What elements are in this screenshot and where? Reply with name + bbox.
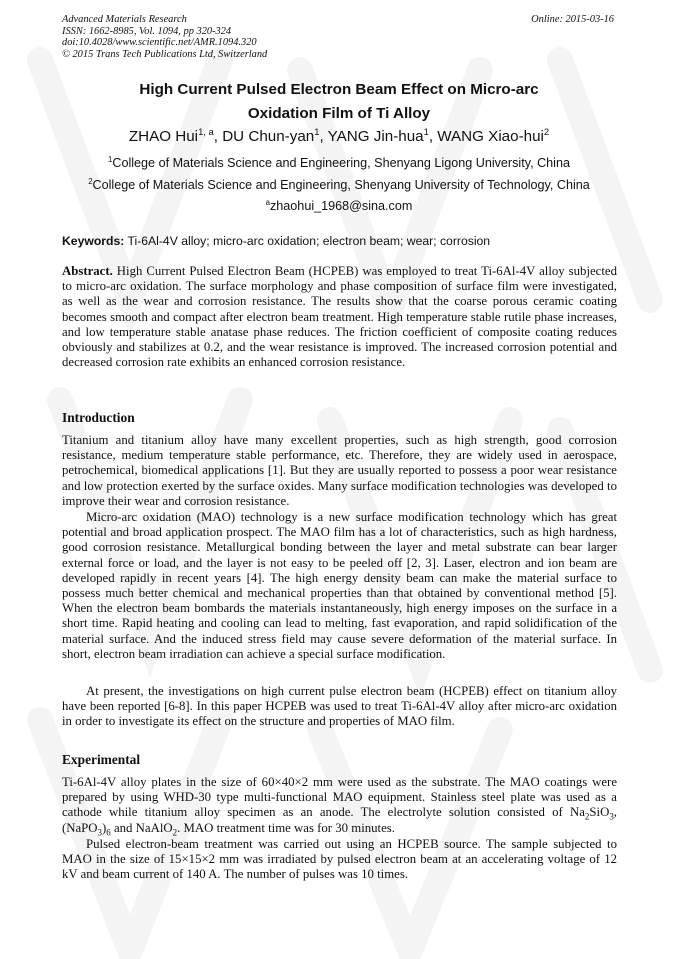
affiliation-1 <box>30 155 648 171</box>
title-line-2: Oxidation Film of Ti Alloy <box>247 105 431 122</box>
journal-name: Advanced Materials Research <box>62 14 187 25</box>
exp-text: SiO <box>589 805 610 820</box>
section-heading-introduction: Introduction <box>62 410 135 425</box>
experimental-paragraph-1 <box>62 775 617 836</box>
journal-doi[interactable]: doi:10.4028/www.scientific.net/AMR.1094.320 <box>62 37 257 49</box>
keywords <box>62 233 622 249</box>
abstract <box>62 264 617 370</box>
author-name: DU Chun-yan <box>222 128 315 145</box>
author-name: YANG Jin-hua <box>327 128 424 145</box>
journal-copyright: © 2015 Trans Tech Publications Ltd, Switzerland <box>62 48 268 60</box>
journal-issn: ISSN: 1662-8985, Vol. 1094, pp 320-324 <box>62 25 232 37</box>
author-email <box>30 198 648 214</box>
journal-header <box>62 14 482 60</box>
author-sep: , <box>213 128 223 145</box>
keywords-label: Keywords: <box>62 234 125 248</box>
author-sup: 1, a <box>198 125 214 137</box>
exp-text: Ti-6Al-4V alloy plates in the size of 60×40×2 mm were used as the substrate. The MAO coatings were prepared by using WHD-30 type multi-functional MAO equipment. Stainless steel plate was used as a cathode while titanium alloy specimen as an anode. The electrolyte solution consisted of Na <box>62 775 617 820</box>
subscript: 6 <box>106 827 111 838</box>
keywords-text: Ti-6Al-4V alloy; micro-arc oxidation; electron beam; wear; corrosion <box>124 234 491 248</box>
subscript: 3 <box>609 811 614 822</box>
exp-text: , (NaPO <box>62 805 617 835</box>
affiliation-sup: 2 <box>88 176 93 186</box>
exp-text: and NaAlO <box>110 820 173 835</box>
author-list <box>40 126 638 148</box>
abstract-text: High Current Pulsed Electron Beam (HCPEB) was employed to treat Ti-6Al-4V alloy subjected to micro-arc oxidation. The surface morphology and phase composition of surface film were investigated, as well as the wear and corrosion resistance. The results show that the coarse porous ceramic coating becomes smooth and compact after electron beam treatment. High temperature stable rutile phase increases, and low temperature stable anatase phase reduces. The friction coefficient of composite coating reduces obviously and stabilizes at 0.2, and the wear resistance is improved. The increased corrosion potential and decreased corrosion rate exhibits an enhanced corrosion resistance. <box>62 264 617 370</box>
section-heading-experimental: Experimental <box>62 752 141 767</box>
affiliation-sup: 1 <box>108 154 113 164</box>
experimental-paragraph-2: Pulsed electron-beam treatment was carried out using an HCPEB source. The sample subjected to MAO in the size of 15×15×2 mm was irradiated by pulsed electron beam at an accelerating voltage of 12 kV and beam current of 140 A. The number of pulses was 10 times. <box>62 837 617 882</box>
author-sep: , <box>319 128 328 145</box>
title-line-1: High Current Pulsed Electron Beam Effect on Micro-arc <box>139 81 539 98</box>
email-sup: a <box>265 197 270 207</box>
email-text[interactable]: zhaohui_1968@sina.com <box>270 199 413 213</box>
author-sup: 2 <box>543 125 550 137</box>
author-sup: 1 <box>423 125 429 137</box>
affiliation-2 <box>30 177 648 193</box>
author-name: ZHAO Hui <box>128 128 199 145</box>
author-sup: 1 <box>314 125 320 137</box>
affiliation-text: College of Materials Science and Engineering, Shenyang University of Technology, China <box>92 178 590 192</box>
author-sep: , <box>428 128 438 145</box>
intro-paragraph-1: Titanium and titanium alloy have many excellent properties, such as high strength, good corrosion resistance, medium temperature stable performance, etc. Therefore, they are widely used in aerospace, petrochemical, biomedical applications [1]. But they are usually reported to possess a poor wear resistance and low protection exerted by the surface oxides. Many surface modification technologies was developed to improve their wear and corrosion resistance. <box>62 433 617 508</box>
exp-text: . MAO treatment time was for 30 minutes. <box>177 820 395 835</box>
intro-paragraph-2: Micro-arc oxidation (MAO) technology is a new surface modification technology which has great potential and broad application prospect. The MAO film has a lot of characteristics, such as high hardness, good corrosion resistance. Metallurgical bonding between the layer and metal substrate can bear larger external force or load, and the layer is not easy to be peeled off [2, 3]. Laser, electron and ion beam are developed rapidly in recent years [4]. The high energy density beam can make the material surface to possess much better chemical and mechanical properties than that obtained by conventional method [5]. When the electron beam bombards the materials instantaneously, high energy imposes on the surface in a short time. Rapid heating and cooling can lead to melting, fast evaporation, and rapid solidification of the material surface. And the induced stress field may cause severe deformation of the material surface. In short, electron beam irradiation can achieve a special surface modification. <box>62 510 617 661</box>
abstract-label: Abstract. <box>62 264 113 278</box>
subscript: 2 <box>584 811 590 822</box>
author-name: WANG Xiao-hui <box>437 128 544 145</box>
subscript: 3 <box>97 827 103 838</box>
subscript: 2 <box>172 827 178 838</box>
intro-paragraph-3: At present, the investigations on high current pulse electron beam (HCPEB) effect on titanium alloy have been reported [6-8]. In this paper HCPEB was used to treat Ti-6Al-4V alloy after micro-arc oxidation in order to investigate its effect on the structure and properties of MAO film. <box>62 684 617 729</box>
affiliation-text: College of Materials Science and Engineering, Shenyang Ligong University, China <box>112 156 570 170</box>
exp-text: ) <box>102 820 107 835</box>
paper-title <box>60 78 618 126</box>
online-date: Online: 2015-03-16 <box>531 14 614 25</box>
